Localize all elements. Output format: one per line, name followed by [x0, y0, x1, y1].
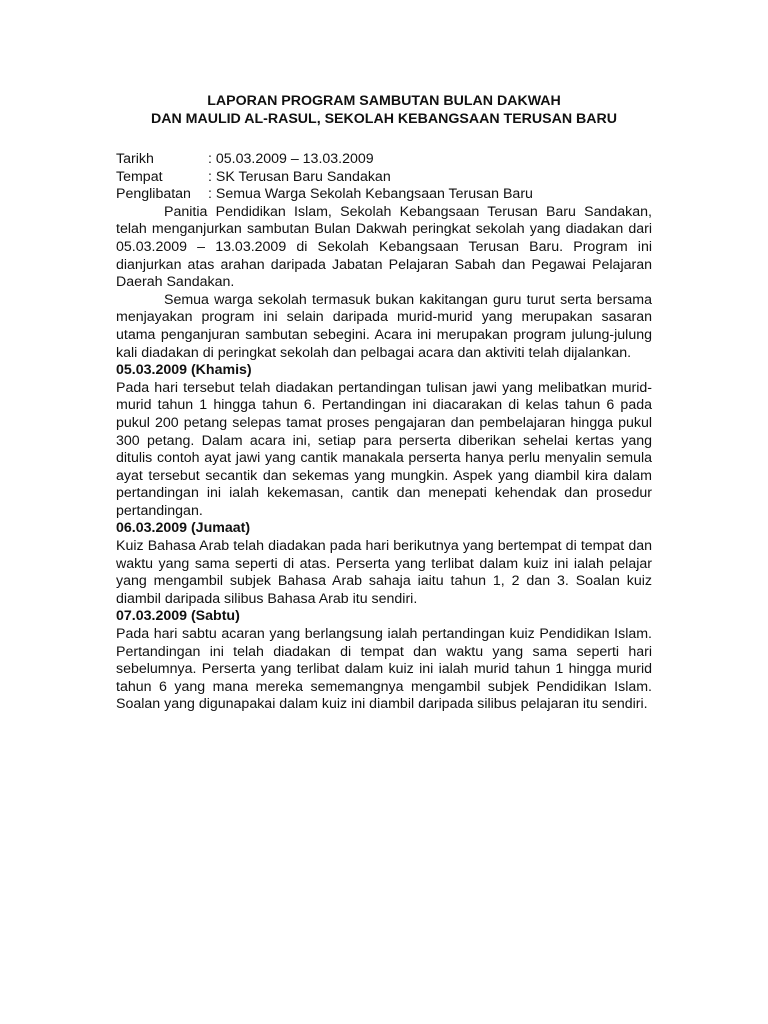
info-value: : 05.03.2009 – 13.03.2009 [208, 151, 374, 167]
info-row-tempat [116, 169, 652, 187]
section-date-khamis: 05.03.2009 (Khamis) [116, 362, 252, 379]
info-value: : Semua Warga Sekolah Kebangsaan Terusan Baru [208, 186, 533, 203]
section-text-jumaat: Kuiz Bahasa Arab telah diadakan pada hari berikutnya yang bertempat di tempat dan waktu yang sama seperti di atas. Perserta yang terlibat dalam kuiz ini ialah pelajar yang mengambil subjek Bahasa Arab sahaja iaitu tahun 1, 2 dan 3. Soalan kuiz diambil daripada silibus Bahasa Arab itu sendiri. [116, 538, 652, 607]
document-page [116, 92, 652, 714]
title-line-2: DAN MAULID AL-RASUL, SEKOLAH KEBANGSAAN TERUSAN BARU [150, 111, 618, 127]
info-value: : SK Terusan Baru Sandakan [208, 168, 391, 185]
section-date-jumaat: 06.03.2009 (Jumaat) [116, 520, 251, 537]
title-line-1: LAPORAN PROGRAM SAMBUTAN BULAN DAKWAH [207, 93, 561, 109]
info-label: Penglibatan [116, 186, 191, 203]
section-text-khamis: Pada hari tersebut telah diadakan pertandingan tulisan jawi yang melibatkan murid-murid tahun 1 hingga tahun 6. Pertandingan ini diacarakan di kelas tahun 6 pada pukul 200 petang selepas tamat proses pengajaran dan pembelajaran hingga pukul 300 petang. Dalam acara ini, setiap para perserta diberikan sehelai kertas yang ditulis contoh ayat jawi yang cantik manakala perserta hanya perlu menyalin semula ayat tersebut secantik dan sekemas yang mungkin. Aspek yang diambil kira dalam pertandingan ini ialah kekemasan, cantik dan menepati kehendak dan prosedur pertandingan. [116, 379, 652, 519]
info-row-tarikh [116, 151, 652, 169]
intro-paragraph-1: Panitia Pendidikan Islam, Sekolah Kebangsaan Terusan Baru Sandakan, telah menganjurkan sambutan Bulan Dakwah peringkat sekolah yang diadakan dari 05.03.2009 – 13.03.2009 di Sekolah Kebangsaan Terusan Baru. Program ini dianjurkan atas arahan daripada Jabatan Pelajaran Sabah dan Pegawai Pelajaran Daerah Sandakan. [116, 203, 652, 291]
section-date-sabtu: 07.03.2009 (Sabtu) [116, 608, 240, 625]
info-row-penglibatan [116, 186, 652, 204]
info-block [116, 151, 652, 204]
section-text-sabtu: Pada hari sabtu acaran yang berlangsung ialah pertandingan kuiz Pendidikan Islam. Pertandingan ini telah diadakan di tempat dan waktu yang sama seperti hari sebelumnya. Perserta yang terlibat dalam kuiz ini ialah murid tahun 1 hingga murid tahun 6 yang mana mereka sememangnya mengambil subjek Pendidikan Islam. Soalan yang digunapakai dalam kuiz ini diambil daripada silibus pelajaran itu sendiri. [116, 626, 652, 713]
document-title [116, 92, 652, 128]
intro-paragraph-2: Semua warga sekolah termasuk bukan kakitangan guru turut serta bersama menjayakan program ini selain daripada murid-murid yang merupakan sasaran utama penganjuran sambutan sebegini. Acara ini merupakan program julung-julung kali diadakan di peringkat sekolah dan pelbagai acara dan aktiviti telah dijalankan. [116, 291, 652, 361]
info-label: Tarikh [116, 151, 154, 167]
info-label: Tempat [116, 168, 163, 185]
